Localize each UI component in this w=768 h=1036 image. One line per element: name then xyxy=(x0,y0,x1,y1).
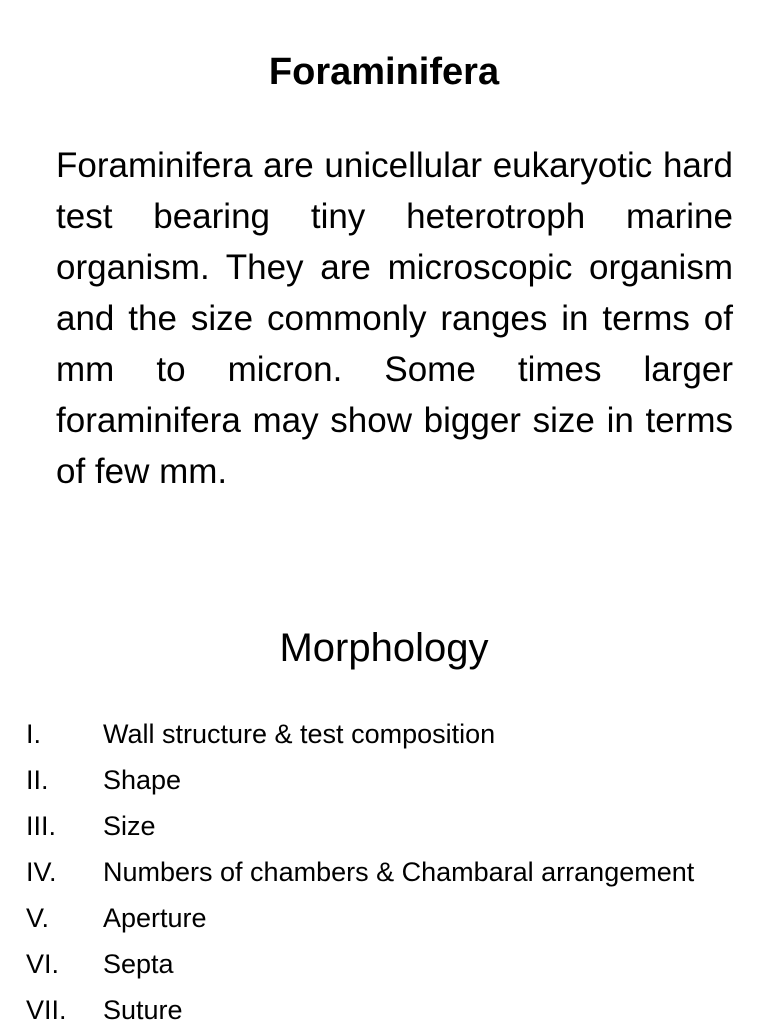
list-item-text: Aperture xyxy=(103,903,207,933)
list-item-text: Shape xyxy=(103,765,182,795)
list-item xyxy=(0,990,768,1036)
list-item-text: Septa xyxy=(103,949,174,979)
list-item xyxy=(0,806,768,852)
list-item xyxy=(0,760,768,806)
list-item-text: Numbers of chambers & Chambaral arrangement xyxy=(103,857,695,887)
list-item xyxy=(0,944,768,990)
list-item-text: Wall structure & test composition xyxy=(103,719,496,749)
morphology-list xyxy=(0,714,768,1036)
list-numeral: III. xyxy=(26,811,57,841)
list-numeral: VI. xyxy=(26,949,60,979)
list-item xyxy=(0,714,768,760)
list-numeral: V. xyxy=(26,903,50,933)
list-item xyxy=(0,898,768,944)
list-numeral: I. xyxy=(26,719,42,749)
list-item xyxy=(0,852,768,898)
list-item-text: Suture xyxy=(103,995,183,1025)
intro-paragraph: Foraminifera are unicellular eukaryotic hard test bearing tiny heterotroph marine organism. They are microscopic organism and the size commonly ranges in terms of mm to micron. Some times larger foraminifera may show bigger size in terms of few mm. xyxy=(56,146,733,491)
page-title: Foraminifera xyxy=(268,51,500,93)
list-numeral: IV. xyxy=(26,857,57,887)
list-item-text: Size xyxy=(103,811,156,841)
list-numeral: VII. xyxy=(26,995,67,1025)
list-numeral: II. xyxy=(26,765,49,795)
section-title: Morphology xyxy=(279,626,489,670)
